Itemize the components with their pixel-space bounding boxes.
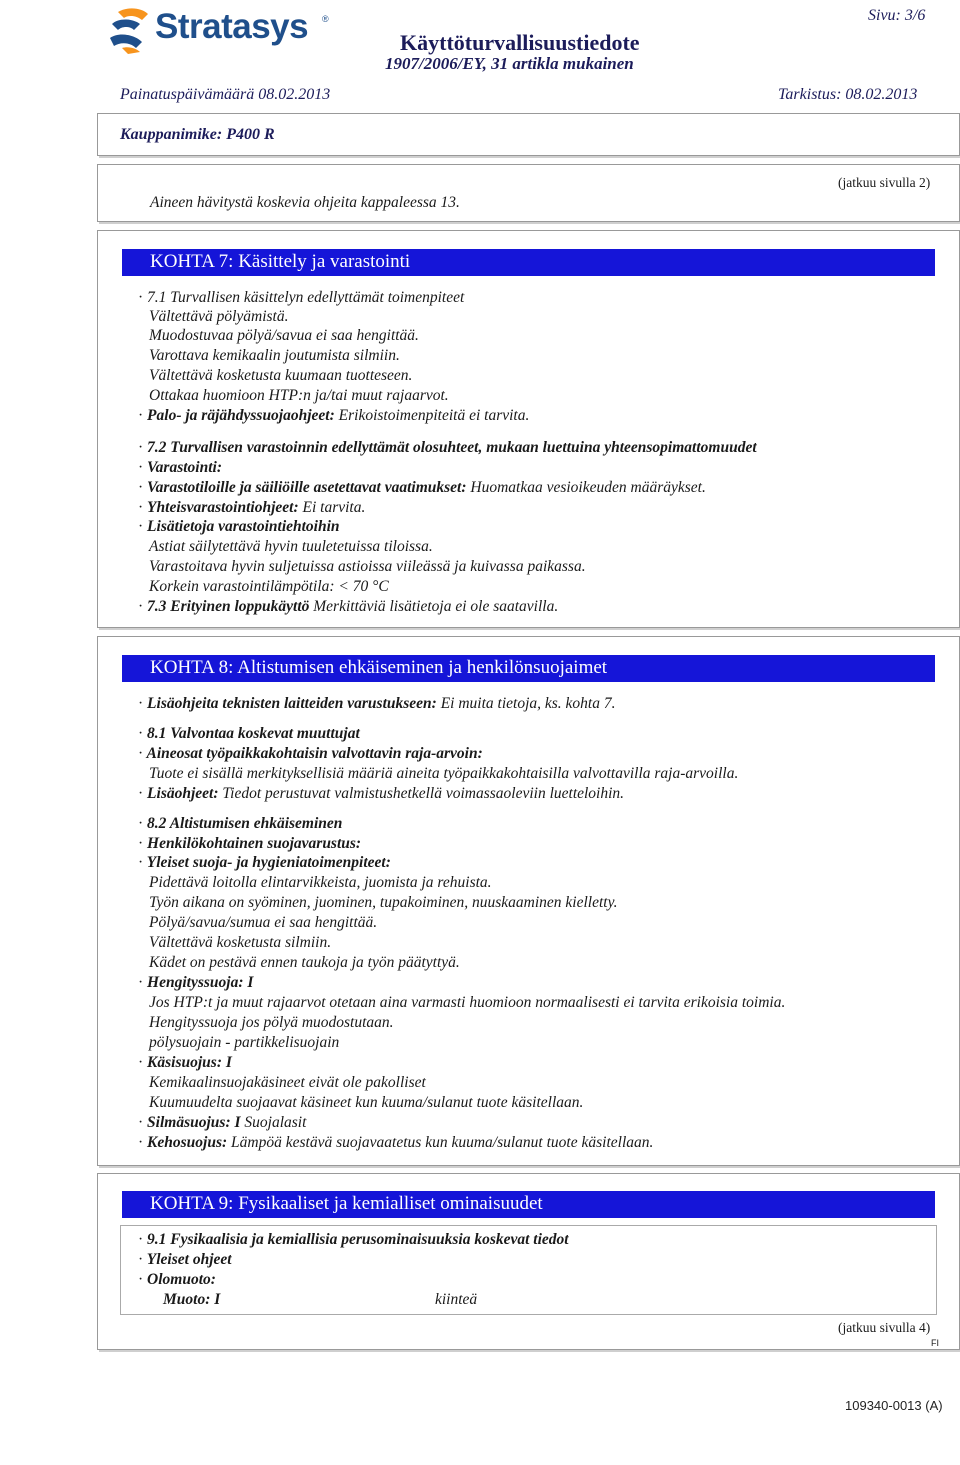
form-value: kiinteä [435, 1291, 478, 1308]
section-7-line: · Varastointi: [138, 459, 222, 476]
continued-on-note: (jatkuu sivulla 4) [838, 1320, 931, 1335]
section-8-line: · Silmäsuojus: I Suojalasit [138, 1114, 307, 1131]
section-7-line: Varastoitava hyvin suljetuissa astioissa viileässä ja kuivassa paikassa. [149, 558, 586, 575]
section-7-line: · 7.1 Turvallisen käsittelyn edellyttämät toimenpiteet [138, 289, 465, 306]
review-date: Tarkistus: 08.02.2013 [778, 86, 918, 103]
company-logo [108, 4, 338, 56]
section-7-line: Varottava kemikaalin joutumista silmiin. [149, 347, 400, 364]
section-8-line: Pidettävä loitolla elintarvikkeista, juomista ja rehuista. [149, 874, 492, 891]
section-8-title: KOHTA 8: Altistumisen ehkäiseminen ja henkilönsuojaimet [150, 657, 608, 678]
section-8-line: · 8.1 Valvontaa koskevat muuttujat [138, 725, 360, 742]
section-7-line: · Yhteisvarastointiohjeet: Ei tarvita. [138, 499, 366, 516]
section-8-line: Vältettävä kosketusta silmiin. [149, 934, 332, 951]
section-9-line: · Yleiset ohjeet [138, 1251, 232, 1268]
section-7-line: Vältettävä kosketusta kuumaan tuotteseen. [149, 367, 413, 384]
section-7-line: · Lisätietoja varastointiehtoihin [138, 518, 340, 535]
form-label: Muoto: I [163, 1291, 221, 1308]
section-7-line: Vältettävä pölyämistä. [149, 308, 289, 325]
section-7-line: · 7.3 Erityinen loppukäyttö Merkittäviä lisätietoja ei ole saatavilla. [138, 598, 559, 615]
print-date: Painatuspäivämäärä 08.02.2013 [120, 86, 331, 103]
document-subtitle: 1907/2006/EY, 31 artikla mukainen [385, 54, 634, 73]
section-8-line: Jos HTP:t ja muut rajaarvot otetaan aina varmasti huomioon normaalisesti ei tarvita erikoisia toimia. [149, 994, 786, 1011]
section-7-title: KOHTA 7: Käsittely ja varastointi [150, 251, 411, 272]
section-7-line: · 7.2 Turvallisen varastoinnin edellyttämät olosuhteet, mukaan luettuina yhteensopimattomuudet [138, 439, 757, 456]
section-8-line: · Aineosat työpaikkakohtaisin valvottavin raja-arvoin: [138, 745, 483, 762]
section-8-line: · Lisäohjeet: Tiedot perustuvat valmistushetkellä voimassaoleviin luetteloihin. [138, 785, 625, 802]
section-8-banner [122, 655, 935, 682]
page-number: Sivu: 3/6 [868, 7, 926, 24]
section-7-line: · Varastotiloille ja säiliöille asetettavat vaatimukset: Huomatkaa vesioikeuden määräykset. [138, 479, 706, 496]
section-7-line: Astiat säilytettävä hyvin tuuletetuissa tiloissa. [149, 538, 433, 555]
section-8-line: pölysuojain - partikkelisuojain [149, 1034, 340, 1051]
section-8-line: Työn aikana on syöminen, juominen, tupakoiminen, nuuskaaminen kielletty. [149, 894, 618, 911]
product-name: Kauppanimike: P400 R [120, 126, 275, 143]
section-7-line: · Palo- ja räjähdyssuojaohjeet: Erikoistoimenpiteitä ei tarvita. [138, 407, 530, 424]
section-7-line: Korkein varastointilämpötila: < 70 °C [149, 578, 389, 595]
section-9-banner [122, 1191, 935, 1218]
document-title: Käyttöturvallisuustiedote [400, 30, 640, 55]
previous-section-box [97, 164, 960, 222]
section-8-line: Tuote ei sisällä merkityksellisiä määriä aineita työpaikkakohtaisilla valvottavilla raja-arvoilla. [149, 765, 739, 782]
product-name-box [97, 113, 960, 156]
section-8-line: · Lisäohjeita teknisten laitteiden varustukseen: Ei muita tietoja, ks. kohta 7. [138, 695, 616, 712]
section-8-line: Hengityssuoja jos pölyä muodostutaan. [149, 1014, 394, 1031]
section-8-line: Kädet on pestävä ennen taukoja ja työn päätyttyä. [149, 954, 460, 971]
document-code: 109340-0013 (A) [845, 1398, 943, 1413]
continued-from-note: (jatkuu sivulla 2) [838, 175, 931, 190]
section-8-line: · 8.2 Altistumisen ehkäiseminen [138, 815, 343, 832]
disposal-note: Aineen hävitystä koskevia ohjeita kappaleessa 13. [150, 194, 460, 211]
section-7-banner [122, 249, 935, 276]
section-8-line: · Käsisuojus: I [138, 1054, 232, 1071]
section-8-line: · Yleiset suoja- ja hygieniatoimenpiteet: [138, 854, 391, 871]
registered-mark: ® [322, 14, 329, 24]
section-7-line: Ottakaa huomioon HTP:n ja/tai muut rajaarvot. [149, 387, 449, 404]
logo-wordmark: Stratasys [155, 7, 309, 46]
section-9-title: KOHTA 9: Fysikaaliset ja kemialliset ominaisuudet [150, 1193, 543, 1214]
section-8-line: · Kehosuojus: Lämpöä kestävä suojavaatetus kun kuuma/sulanut tuote käsitellaan. [138, 1134, 654, 1151]
section-9-line: · 9.1 Fysikaalisia ja kemiallisia perusominaisuuksia koskevat tiedot [138, 1231, 569, 1248]
language-code: FI [931, 1338, 939, 1348]
section-7-line: Muodostuvaa pölyä/savua ei saa hengittää. [149, 327, 419, 344]
section-8-line: Pölyä/savua/sumua ei saa hengittää. [149, 914, 378, 931]
section-8-line: Kuumuudelta suojaavat käsineet kun kuuma/sulanut tuote käsitellaan. [149, 1094, 584, 1111]
stratasys-logo-icon [108, 4, 152, 56]
section-9-line: · Olomuoto: [138, 1271, 216, 1288]
section-8-line: · Henkilökohtainen suojavarustus: [138, 835, 362, 852]
section-8-line: · Hengityssuoja: I [138, 974, 254, 991]
section-8-line: Kemikaalinsuojakäsineet eivät ole pakolliset [149, 1074, 426, 1091]
